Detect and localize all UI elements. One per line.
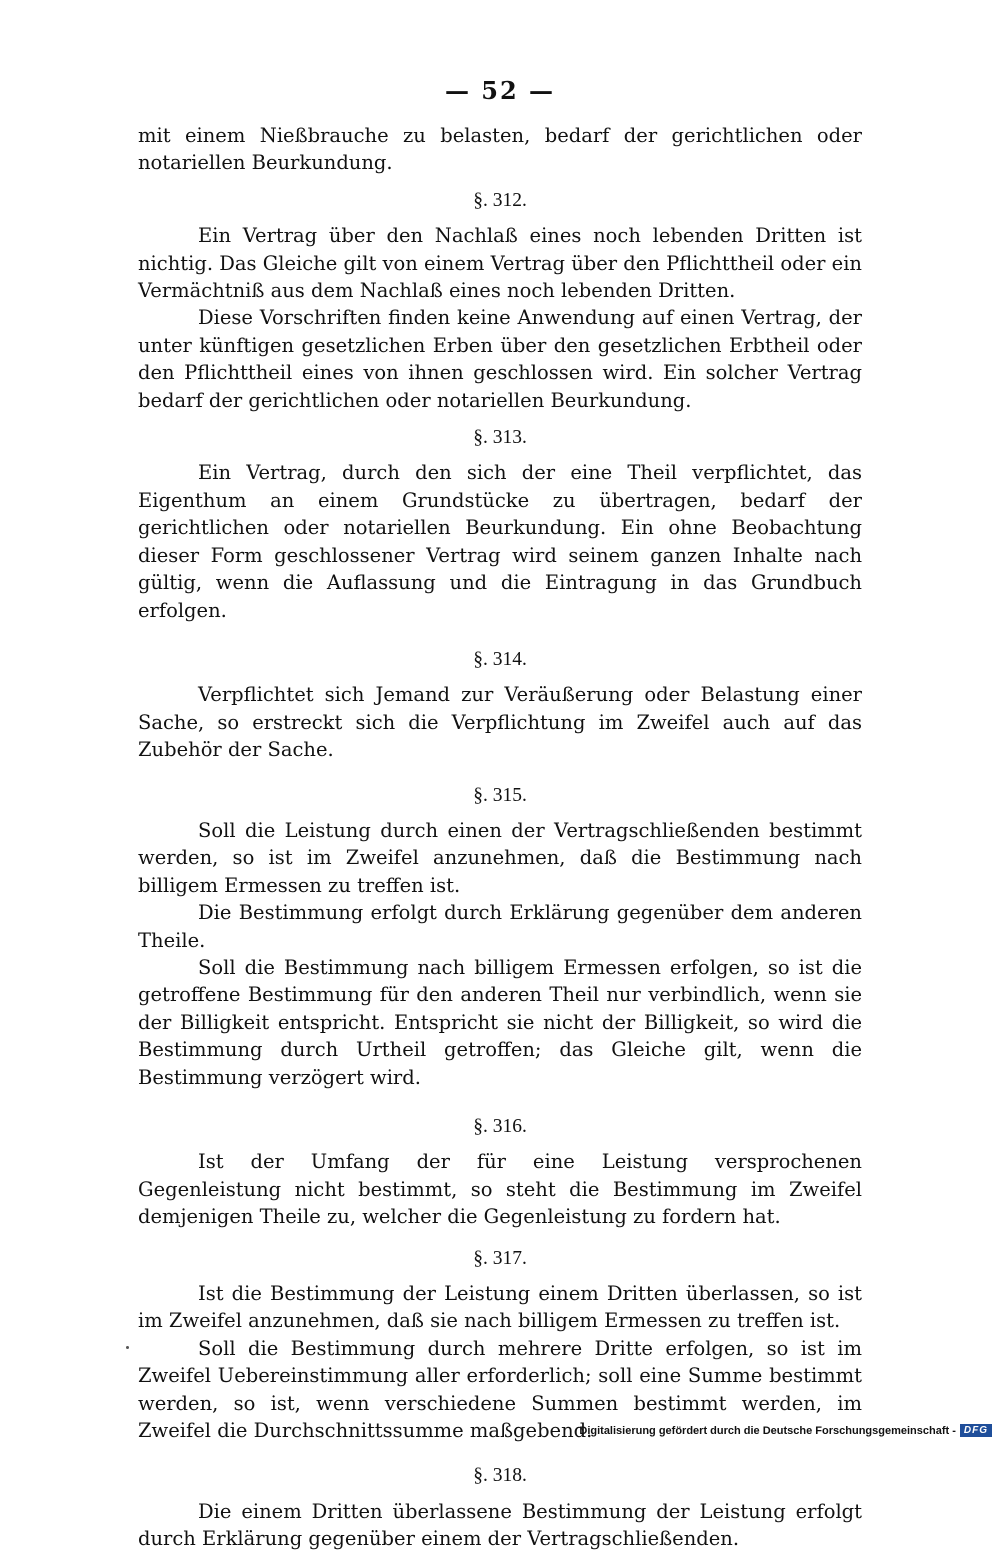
paragraph: Ist der Umfang der für eine Leistung versprochenen Gegenleistung nicht bestimmt, so steht die Bestimmung im Zweifel demjenigen Theile zu, welcher die Gegenleistung zu fordern hat.	[138, 1150, 862, 1229]
paragraph: Ein Vertrag, durch den sich der eine Theil verpflichtet, das Eigenthum an einem Grundstücke zu übertragen, bedarf der gerichtlichen oder notariellen Beurkundung. Ein ohne Beobachtung dieser Form geschlossener Vertrag wird seinem ganzen Inhalte nach gültig, wenn die Auflassung und die Eintragung in das Grundbuch erfolgen.	[138, 461, 862, 622]
section-heading: §. 318.	[473, 1465, 527, 1487]
section-316	[138, 1113, 862, 1231]
section-318	[138, 1462, 862, 1552]
page-body	[138, 122, 862, 1553]
paragraph: Verpflichtet sich Jemand zur Veräußerung oder Belastung einer Sache, so erstreckt sich die Verpflichtung im Zweifel auch auf das Zubehör der Sache.	[138, 683, 862, 762]
paragraph: Soll die Bestimmung durch mehrere Dritte erfolgen, so ist im Zweifel Uebereinstimmung aller erforderlich; soll eine Summe bestimmt werden, so ist, wenn verschiedene Summen bestimmt werden, im Zweifel die Durchschnittssumme maßgebend.	[138, 1336, 862, 1443]
section-heading: §. 315.	[473, 784, 527, 806]
footer	[579, 1424, 992, 1437]
section-heading: §. 313.	[473, 427, 527, 449]
paragraph: Diese Vorschriften finden keine Anwendung auf einen Vertrag, der unter künftigen gesetzlichen Erben über den gesetzlichen Erbtheil oder den Pflichttheil eines von ihnen geschlossen wird. Ein solcher Vertrag bedarf der gerichtlichen oder notariellen Beurkundung.	[138, 306, 862, 412]
paragraph: Soll die Leistung durch einen der Vertragschließenden bestimmt werden, so ist im Zweifel anzunehmen, daß die Bestimmung nach billigem Ermessen zu treffen ist.	[138, 818, 862, 897]
section-314	[138, 646, 862, 764]
section-313	[138, 424, 862, 624]
section-heading: §. 312.	[473, 189, 527, 211]
paragraph: Ein Vertrag über den Nachlaß eines noch lebenden Dritten ist nichtig. Das Gleiche gilt von einem Vertrag über den Pflichttheil oder ein Vermächtniß aus dem Nachlaß eines noch lebenden Dritten.	[138, 224, 862, 303]
page-number: — 52 —	[444, 76, 556, 105]
section-312	[138, 187, 862, 414]
paragraph: Ist die Bestimmung der Leistung einem Dritten überlassen, so ist im Zweifel anzunehmen, daß sie nach billigem Ermessen zu treffen ist.	[138, 1282, 862, 1333]
section-heading: §. 317.	[473, 1247, 527, 1269]
footer-credit: Digitalisierung gefördert durch die Deutsche Forschungsgemeinschaft -	[579, 1424, 956, 1437]
paragraph: Die einem Dritten überlassene Bestimmung der Leistung erfolgt durch Erklärung gegenüber einem der Vertragschließenden.	[138, 1499, 862, 1551]
section-315	[138, 782, 862, 1091]
section-317	[138, 1245, 862, 1445]
section-heading: §. 316.	[473, 1116, 527, 1137]
scan-speck	[126, 1346, 129, 1349]
paragraph: Soll die Bestimmung nach billigem Ermessen erfolgen, so ist die getroffene Bestimmung für den anderen Theil nur verbindlich, wenn sie der Billigkeit entspricht. Entspricht sie nicht der Billigkeit, so wird die Bestimmung durch Urtheil getroffen; das Gleiche gilt, wenn die Bestimmung verzögert wird.	[138, 955, 862, 1089]
dfg-logo: DFG	[960, 1424, 992, 1437]
paragraph: Die Bestimmung erfolgt durch Erklärung gegenüber dem anderen Theile.	[138, 901, 862, 952]
intro-paragraph: mit einem Nießbrauche zu belasten, bedarf der gerichtlichen oder notariellen Beurkundung.	[138, 124, 862, 175]
section-heading: §. 314.	[473, 648, 527, 670]
